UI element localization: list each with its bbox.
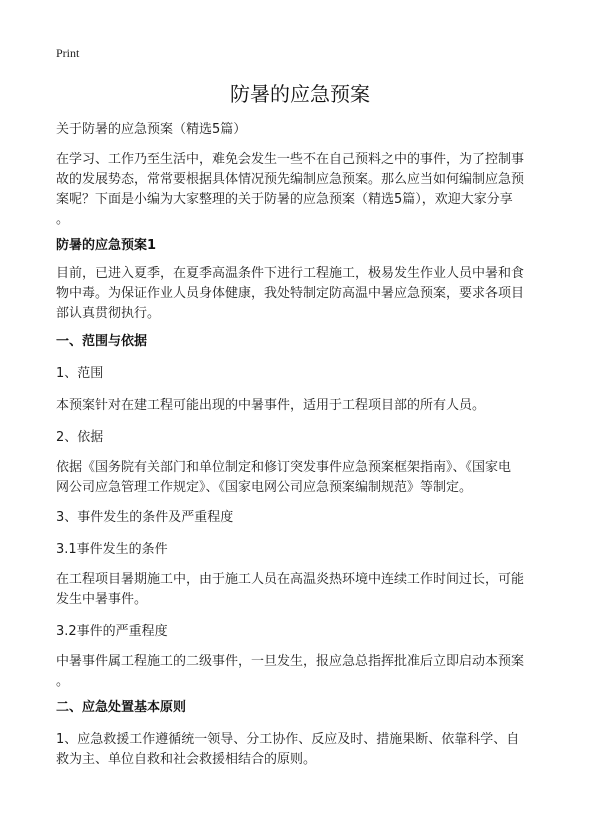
list-item: 1、范围 [56, 366, 104, 381]
list-item: 2、依据 [56, 430, 104, 445]
list-item: 3、事件发生的条件及严重程度 [56, 510, 234, 525]
paragraph: 依据《国务院有关部门和单位制定和修订突发事件应急预案框架指南》、《国家电 网公司应急管理工作规定》、《国家电网公司应急预案编制规范》等制定。 [56, 460, 512, 495]
paragraph: 中暑事件属工程施工的二级事件，一旦发生，报应急总指挥批准后立即启动本预案 。 [56, 654, 525, 689]
page-title: 防暑的应急预案 [230, 82, 370, 106]
intro-paragraph: 在学习、工作乃至生活中，难免会发生一些不在自己预料之中的事件，为了控制事 故的发展势态，常常要根据具体情况预先编制应急预案。那么应当如何编制应急预 案呢？下面是小编为大家整理的关于防暑的应急预案（精选5篇），欢迎大家分享 。 [56, 152, 525, 227]
section-heading: 防暑的应急预案1 [56, 238, 157, 253]
subtitle: 关于防暑的应急预案（精选5篇） [56, 122, 247, 137]
list-item: 3.2事件的严重程度 [56, 624, 168, 639]
print-label[interactable]: Print [56, 46, 80, 60]
section-intro-paragraph: 目前，已进入夏季，在夏季高温条件下进行工程施工，极易发生作业人员中暑和食 物中毒。为保证作业人员身体健康，我处特制定防高温中暑应急预案，要求各项目 部认真贯彻执行。 [56, 266, 525, 321]
section-heading: 二、应急处置基本原则 [56, 700, 187, 715]
list-item: 3.1事件发生的条件 [56, 542, 168, 557]
section-heading: 一、范围与依据 [56, 334, 148, 349]
paragraph: 在工程项目暑期施工中，由于施工人员在高温炎热环境中连续工作时间过长，可能 发生中暑事件。 [56, 572, 525, 607]
paragraph: 1、应急救援工作遵循统一领导、分工协作、反应及时、措施果断、依靠科学、自 救为主、单位自救和社会救援相结合的原则。 [56, 732, 520, 767]
paragraph: 本预案针对在建工程可能出现的中暑事件，适用于工程项目部的所有人员。 [56, 398, 486, 413]
